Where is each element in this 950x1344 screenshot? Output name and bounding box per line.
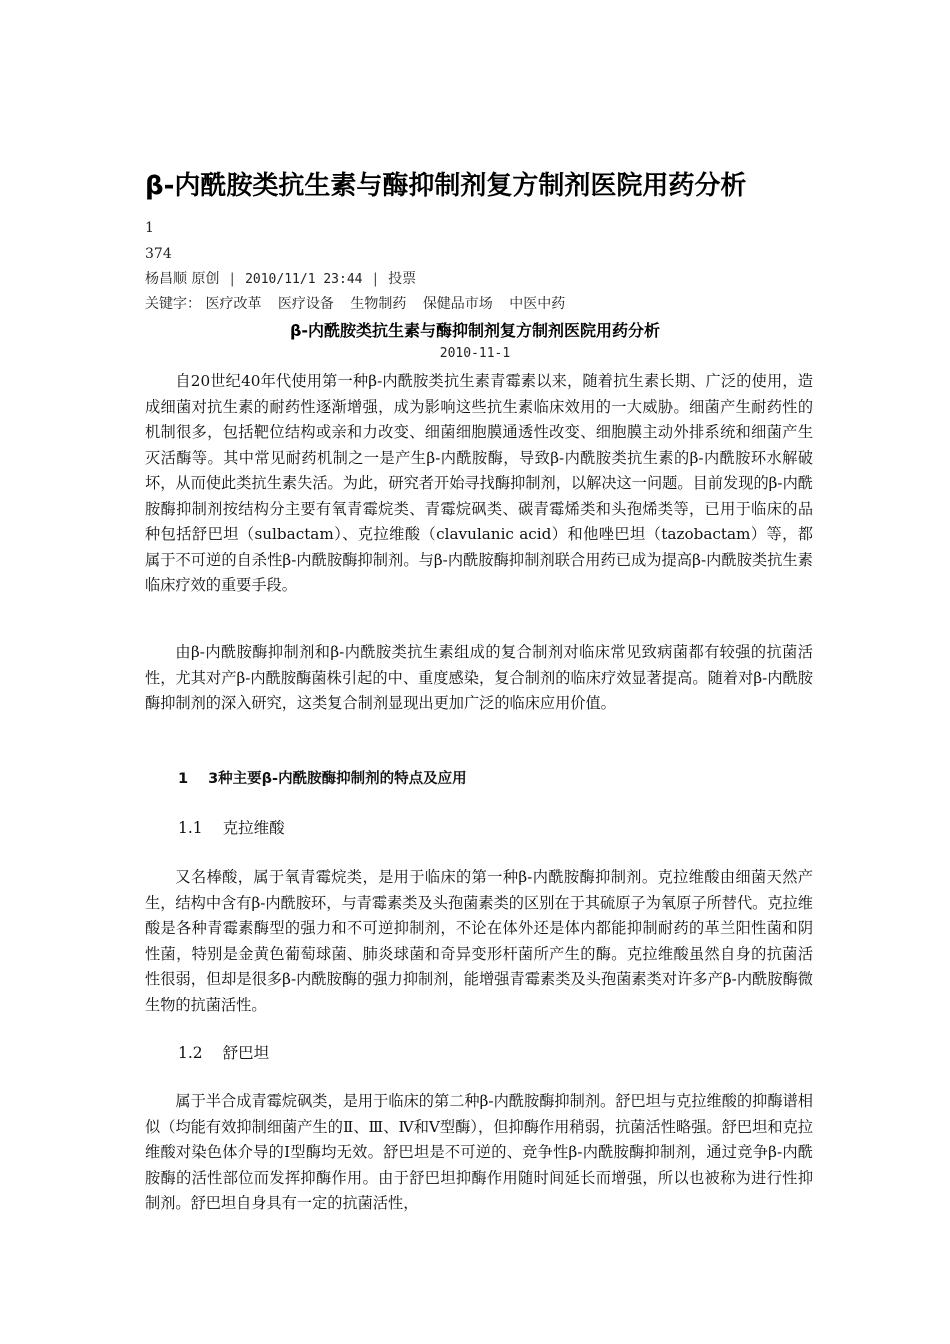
keywords-label: 关键字： bbox=[145, 296, 201, 312]
article-title: β-内酰胺类抗生素与酶抑制剂复方制剂医院用药分析 bbox=[145, 171, 747, 201]
stat-line-2: 374 bbox=[145, 246, 172, 262]
paragraph-clavulanic: 又名棒酸，属于氧青霉烷类，是用于临床的第一种β-内酰胺酶抑制剂。克拉维酸由细菌天然产生，结构中含有β-内酰胺环，与青霉素类及头孢菌素类的区别在于其硫原子为氧原子所替代。克拉维酸是各种青霉素酶型的强力和不可逆抑制剂，不论在体外还是体内都能抑制耐药的革兰阳性菌和阴性菌，特别是金黄色葡萄球菌、肺炎球菌和奇异变形杆菌所产生的酶。克拉维酸虽然自身的抗菌活性很弱，但却是很多β-内酰胺酶的强力抑制剂，能增强青霉素类及头孢菌素类对许多产β-内酰胺酶微生物的抗菌活性。 bbox=[145, 868, 813, 1014]
keyword-link[interactable]: 医疗设备 bbox=[277, 296, 334, 312]
subsection-heading-1-1 bbox=[178, 816, 285, 840]
section-heading-1 bbox=[178, 767, 467, 791]
keyword-link[interactable]: 生物制药 bbox=[350, 296, 407, 312]
paragraph-combination: 由β-内酰胺酶抑制剂和β-内酰胺类抗生素组成的复合制剂对临床常见致病菌都有较强的抗菌活性，尤其对产β-内酰胺酶菌株引起的中、重度感染，复合制剂的临床疗效显著提高。随着对β-内酰胺酶抑制剂的深入研究，这类复合制剂显现出更加广泛的临床应用价值。 bbox=[145, 643, 813, 712]
subsection-title: 克拉维酸 bbox=[222, 819, 285, 837]
post-datetime: 2010/11/1 23:44 bbox=[245, 272, 363, 287]
paragraph-sulbactam: 属于半合成青霉烷砜类，是用于临床的第二种β-内酰胺酶抑制剂。舒巴坦与克拉维酸的抑酶谱相似（均能有效抑制细菌产生的Ⅱ、Ⅲ、Ⅳ和Ⅴ型酶），但抑酶作用稍弱，抗菌活性略强。舒巴坦和克拉维酸对染色体介导的Ⅰ型酶均无效。舒巴坦是不可逆的、竞争性β-内酰胺酶抑制剂，通过竞争β-内酰胺酶的活性部位而发挥抑酶作用。由于舒巴坦抑酶作用随时间延长而增强，所以也被称为进行性抑制剂。舒巴坦自身具有一定的抗菌活性， bbox=[145, 1092, 813, 1212]
separator: | bbox=[229, 271, 235, 287]
keywords-row bbox=[145, 294, 577, 314]
paragraph-intro: 自20世纪40年代使用第一种β-内酰胺类抗生素青霉素以来，随着抗生素长期、广泛的使用，造成细菌对抗生素的耐药性逐渐增强，成为影响这些抗生素临床效用的一大威胁。细菌产生耐药性的机制很多，包括靶位结构或亲和力改变、细菌细胞膜通透性改变、细胞膜主动外排系统和细菌产生灭活酶等。其中常见耐药机制之一是产生β-内酰胺酶，导致β-内酰胺类抗生素的β-内酰胺环水解破坏，从而使此类抗生素失活。为此，研究者开始寻找酶抑制剂，以解决这一问题。目前发现的β-内酰胺酶抑制剂按结构分主要有氧青霉烷类、青霉烷砜类、碳青霉烯类和头孢烯类等，已用于临床的品种包括舒巴坦（sulbactam）、克拉维酸（clavulanic acid）和他唑巴坦（tazobactam）等，都属于不可逆的自杀性β-内酰胺酶抑制剂。与β-内酰胺酶抑制剂联合用药已成为提高β-内酰胺类抗生素临床疗效的重要手段。 bbox=[145, 372, 813, 594]
section-number: 1 bbox=[178, 771, 189, 787]
keyword-link[interactable]: 医疗改革 bbox=[205, 296, 262, 312]
byline bbox=[145, 269, 416, 290]
content-date: 2010-11-1 bbox=[439, 346, 511, 361]
vote-link[interactable]: 投票 bbox=[388, 271, 417, 287]
separator: | bbox=[372, 271, 378, 287]
subsection-heading-1-2 bbox=[178, 1041, 269, 1065]
stat-line-1: 1 bbox=[145, 220, 154, 236]
subsection-title: 舒巴坦 bbox=[222, 1044, 270, 1062]
subsection-number: 1.2 bbox=[178, 1044, 203, 1062]
post-type: 原创 bbox=[191, 271, 220, 287]
keyword-link[interactable]: 中医中药 bbox=[509, 296, 566, 312]
keyword-link[interactable]: 保健品市场 bbox=[422, 296, 493, 312]
content-title: β-内酰胺类抗生素与酶抑制剂复方制剂医院用药分析 bbox=[289, 321, 661, 340]
section-title: 3种主要β-内酰胺酶抑制剂的特点及应用 bbox=[208, 771, 467, 787]
subsection-number: 1.1 bbox=[178, 819, 203, 837]
author-link[interactable]: 杨昌顺 bbox=[145, 271, 187, 287]
